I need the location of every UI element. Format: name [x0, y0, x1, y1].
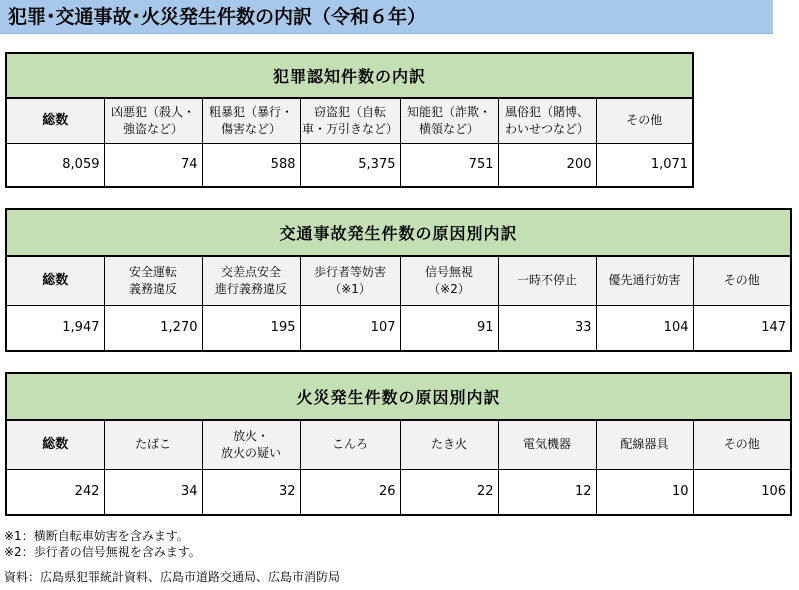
header-cell [498, 420, 596, 469]
value-cell: 106 [693, 469, 791, 515]
header-line: 進行義務違反 [214, 281, 287, 296]
header-cell [104, 98, 202, 143]
value-cell: 588 [202, 143, 300, 187]
header-line: 車・万引きなど） [301, 121, 398, 136]
value-cell: 91 [400, 305, 498, 351]
header-cell [104, 256, 202, 305]
header-line: 歩行者等妨害 [313, 264, 386, 279]
header-cell-total [6, 420, 104, 469]
header-line: 知能犯（詐欺・ [406, 104, 491, 119]
value-cell: 751 [400, 143, 498, 187]
header-line: 義務違反 [128, 281, 177, 296]
header-line: その他 [723, 437, 760, 452]
value-cell-total: 242 [6, 469, 104, 515]
header-row [6, 256, 791, 305]
header-line: 窃盗犯（自転 [313, 104, 386, 119]
header-line: たき火 [430, 437, 467, 452]
header-line: 放火・ [232, 428, 269, 443]
header-line: わいせつなど） [504, 121, 589, 136]
crime-breakdown-table [5, 52, 694, 188]
footnote-2: ※2：歩行者の信号無視を含みます。 [4, 545, 201, 559]
header-line: 優先通行妨害 [608, 273, 681, 288]
value-cell: 1,071 [596, 143, 693, 187]
value-cell-total: 8,059 [6, 143, 104, 187]
table-caption: 火災発生件数の原因別内訳 [6, 373, 791, 420]
value-cell: 33 [498, 305, 596, 351]
header-line: 横領など） [418, 121, 479, 136]
page-title: 犯罪･交通事故･火災発生件数の内訳（令和６年） [0, 0, 773, 34]
value-cell: 200 [498, 143, 596, 187]
header-line: （※1） [329, 281, 371, 296]
header-line: 一時不停止 [516, 273, 577, 288]
header-cell [498, 98, 596, 143]
source-note: 資料：広島県犯罪統計資料、広島市道路交通局、広島市消防局 [4, 570, 341, 584]
table-row [6, 469, 791, 515]
value-cell: 22 [400, 469, 498, 515]
header-cell [400, 420, 498, 469]
value-cell: 104 [596, 305, 693, 351]
value-cell: 5,375 [300, 143, 400, 187]
header-cell [202, 420, 300, 469]
value-cell: 10 [596, 469, 693, 515]
header-cell [596, 256, 693, 305]
header-line: 信号無視 [424, 264, 473, 279]
value-cell: 107 [300, 305, 400, 351]
header-line: 総数 [42, 113, 69, 129]
value-cell: 195 [202, 305, 300, 351]
header-line: こんろ [331, 437, 368, 452]
header-cell [300, 98, 400, 143]
table-caption: 犯罪認知件数の内訳 [6, 53, 693, 98]
header-cell [202, 256, 300, 305]
value-cell: 34 [104, 469, 202, 515]
traffic-accident-cause-table [5, 208, 792, 352]
value-cell: 1,270 [104, 305, 202, 351]
value-cell-total: 1,947 [6, 305, 104, 351]
value-cell: 147 [693, 305, 791, 351]
table-caption: 交通事故発生件数の原因別内訳 [6, 209, 791, 256]
header-cell [300, 420, 400, 469]
header-cell [104, 420, 202, 469]
header-cell-total [6, 98, 104, 143]
header-cell-total [6, 256, 104, 305]
header-line: 交差点安全 [220, 264, 281, 279]
table-row [6, 143, 693, 187]
value-cell: 26 [300, 469, 400, 515]
footnote-1: ※1：横断自転車妨害を含みます。 [4, 529, 189, 543]
value-cell: 12 [498, 469, 596, 515]
header-line: 総数 [42, 273, 69, 289]
header-line: その他 [626, 113, 663, 128]
fire-cause-table [5, 372, 792, 516]
header-line: 安全運転 [128, 264, 177, 279]
header-cell [693, 420, 791, 469]
table-row [6, 305, 791, 351]
value-cell: 74 [104, 143, 202, 187]
header-line: 放火の疑い [220, 445, 281, 460]
header-line: 粗暴犯（暴行・ [208, 104, 293, 119]
header-cell [400, 98, 498, 143]
header-line: （※2） [428, 281, 470, 296]
header-cell [300, 256, 400, 305]
header-cell [596, 420, 693, 469]
header-line: 総数 [42, 437, 69, 453]
header-cell [693, 256, 791, 305]
header-line: 風俗犯（賭博、 [504, 104, 589, 119]
header-cell [202, 98, 300, 143]
header-row [6, 98, 693, 143]
header-line: 凶悪犯（殺人・ [110, 104, 195, 119]
value-cell: 32 [202, 469, 300, 515]
header-line: たばこ [134, 437, 171, 452]
header-line: 配線器具 [620, 437, 669, 452]
header-cell [400, 256, 498, 305]
header-cell [596, 98, 693, 143]
header-line: 傷害など） [220, 121, 281, 136]
header-row [6, 420, 791, 469]
footnotes [4, 528, 201, 560]
header-line: 電気機器 [522, 437, 571, 452]
header-line: その他 [723, 273, 760, 288]
header-line: 強盗など） [122, 121, 183, 136]
header-cell [498, 256, 596, 305]
